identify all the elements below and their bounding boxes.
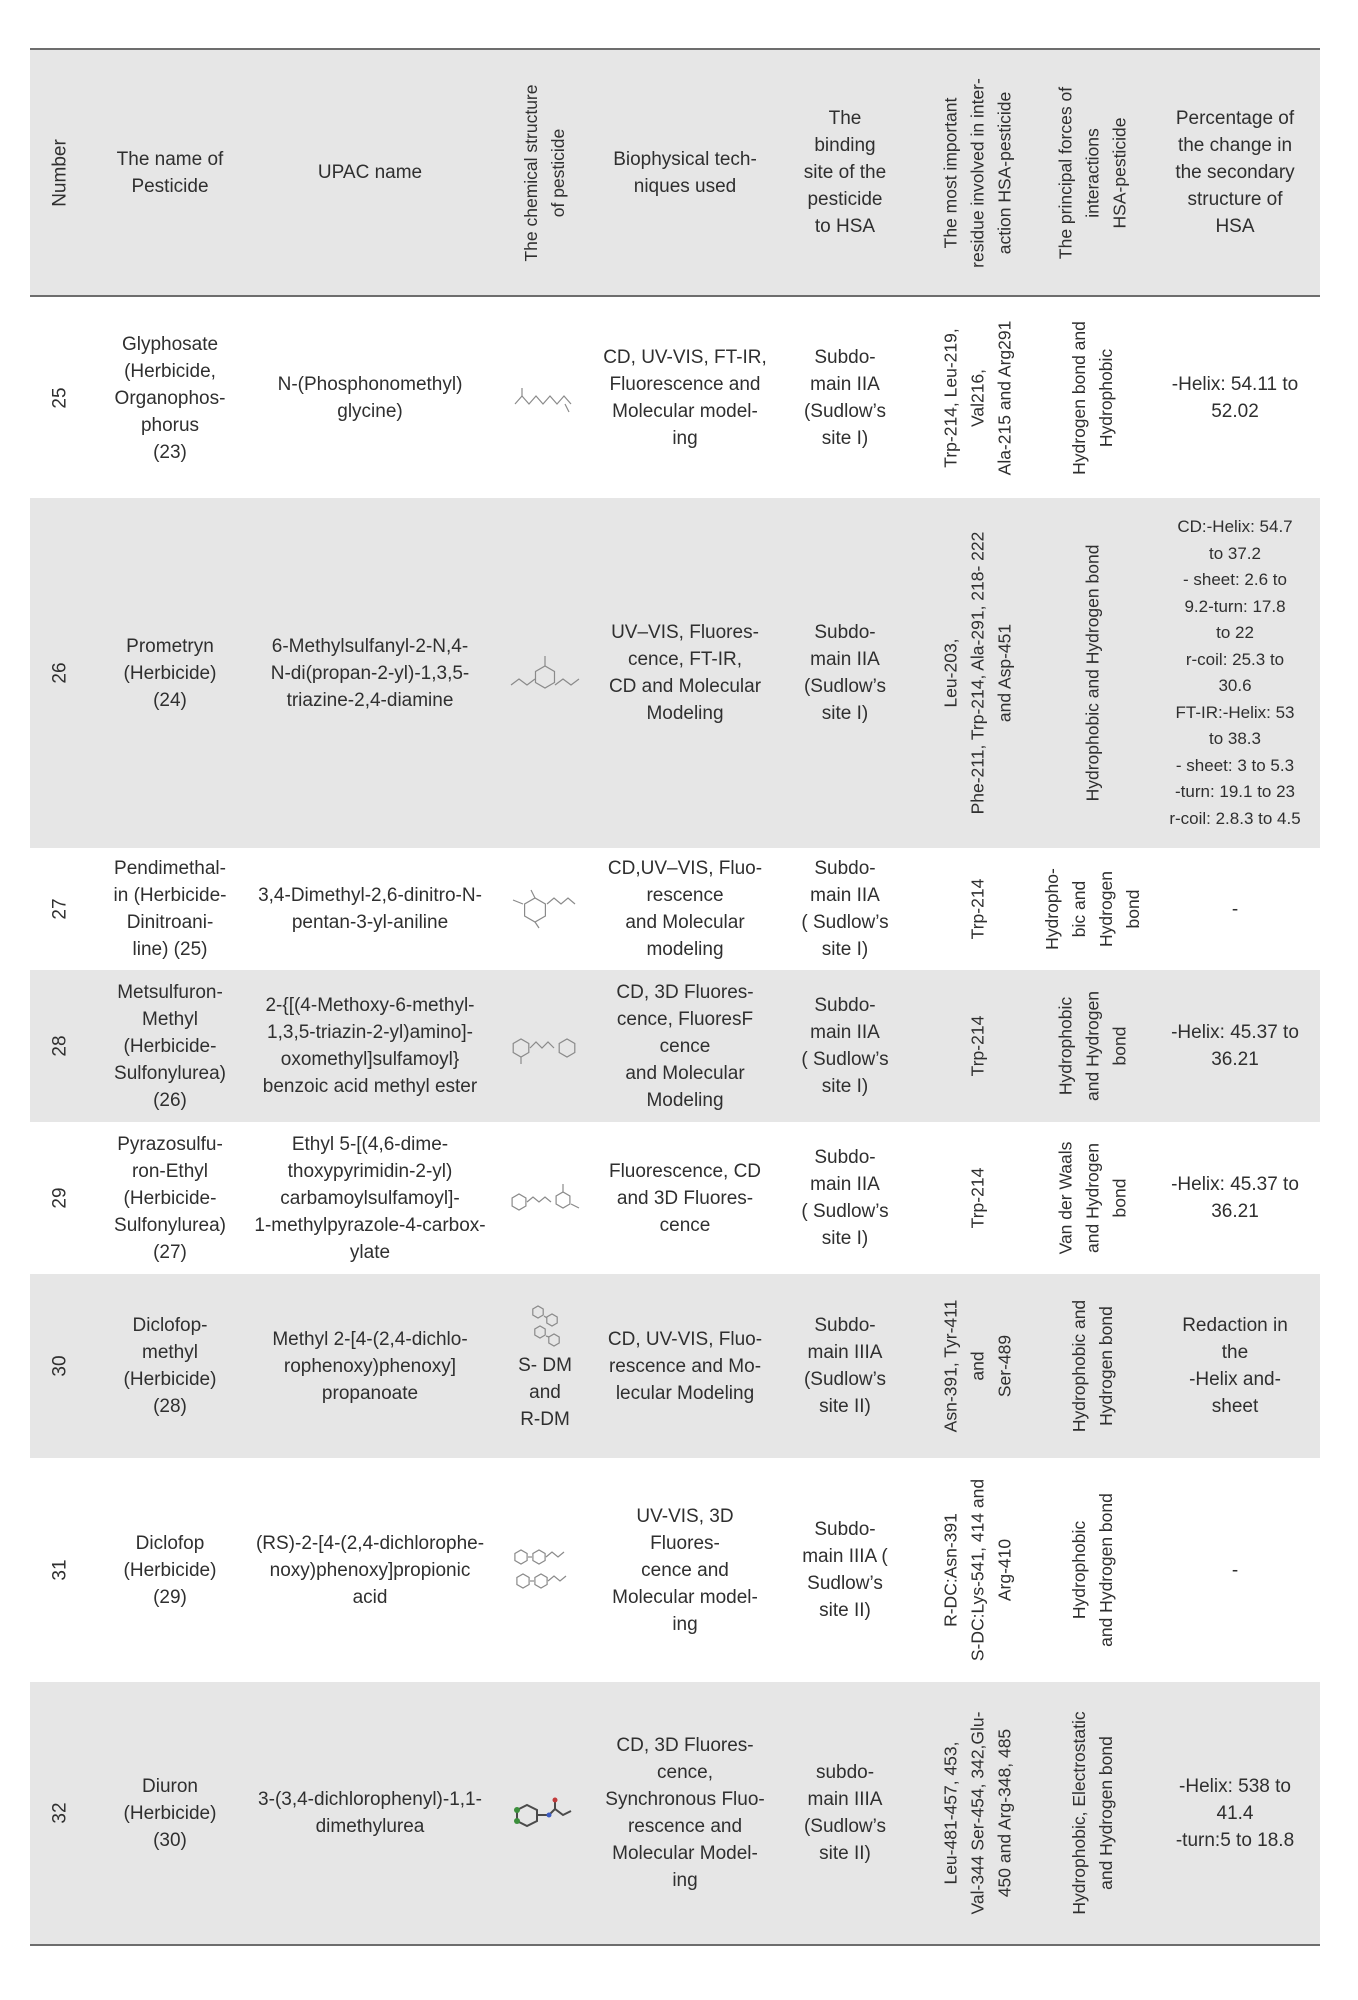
cell-forces-text: Hydrophobic and Hydrogen bond bbox=[1068, 1493, 1116, 1647]
diclofop-structure-icon bbox=[505, 1543, 585, 1597]
cell-upac-text: Methyl 2-[4-(2,4-dichlo- rophenoxy)phenoxy] propanoate bbox=[272, 1328, 468, 1404]
cell-binding-site-text: Subdo- main IIA (Sudlow’s site I) bbox=[803, 347, 887, 449]
cell-binding-site-text: Subdo- main IIA ( Sudlow’s site I) bbox=[801, 1147, 889, 1249]
cell-forces-text: Hydrophobic and Hydrogen bond bbox=[1068, 1299, 1116, 1433]
cell-name-text: Prometryn (Herbicide) (24) bbox=[123, 635, 217, 711]
cell-residue-text: Leu-481-457, 453, Val-344 Ser-454, 342,Glu- 450 and Arg-348, 485 bbox=[940, 1711, 1014, 1915]
cell-techniques-text: CD, 3D Fluores- cence, FluoresF cence and Molecular Modeling bbox=[616, 981, 754, 1111]
cell-upac bbox=[250, 1458, 490, 1682]
cell-techniques-text: UV–VIS, Fluores- cence, FT-IR, CD and Molecular Modeling bbox=[608, 622, 762, 724]
cell-techniques bbox=[600, 498, 770, 848]
cell-name-text: Diclofop- methyl (Herbicide) (28) bbox=[123, 1315, 217, 1417]
cell-upac bbox=[250, 848, 490, 970]
cell-name bbox=[90, 1274, 250, 1458]
cell-name bbox=[90, 1458, 250, 1682]
cell-binding-site bbox=[770, 1274, 920, 1458]
glyphosate-structure-icon bbox=[505, 376, 585, 420]
cell-techniques bbox=[600, 1122, 770, 1274]
pendimethalin-structure-icon bbox=[505, 886, 585, 932]
cell-percentage-text: CD:-Helix: 54.7 to 37.2 - sheet: 2.6 to 9.2-turn: 17.8 to 22 r-coil: 25.3 to 30.6 FT-IR:-Helix: 53 to 38.3 - sheet: 3 to 5.3 -turn: 19.1 to 23 r-coil: 2.8.3 to 4.5 bbox=[1169, 517, 1301, 828]
cell-number bbox=[30, 1458, 90, 1682]
cell-structure bbox=[490, 848, 600, 970]
structure-caption: S- DM and R-DM bbox=[518, 1354, 572, 1430]
cell-residue-text: Trp-214, Leu-219, Val216, Ala-215 and Arg291 bbox=[940, 320, 1014, 476]
metsulfuron-methyl-structure-icon bbox=[505, 1024, 585, 1068]
cell-upac bbox=[250, 1274, 490, 1458]
cell-percentage-text: -Helix: 45.37 to 36.21 bbox=[1171, 1174, 1299, 1222]
cell-percentage-text: - bbox=[1231, 898, 1239, 920]
cell-upac-text: N-(Phosphonomethyl) glycine) bbox=[277, 374, 463, 422]
cell-binding-site bbox=[770, 848, 920, 970]
cell-name-text: Glyphosate (Herbicide, Organophos- phorus (23) bbox=[114, 333, 226, 463]
header-upac-label: UPAC name bbox=[317, 162, 423, 183]
header-techniques-label: Biophysical tech- niques used bbox=[613, 148, 757, 197]
header-percentage bbox=[1150, 50, 1320, 295]
cell-percentage bbox=[1150, 1274, 1320, 1458]
pyrazosulfuron-ethyl-structure-icon bbox=[505, 1176, 585, 1220]
cell-number-text: 28 bbox=[49, 1035, 71, 1057]
cell-percentage bbox=[1150, 1458, 1320, 1682]
cell-name-text: Metsulfuron- Methyl (Herbicide- Sulfonylurea) (26) bbox=[114, 981, 226, 1111]
cell-name bbox=[90, 498, 250, 848]
header-number bbox=[30, 50, 90, 295]
cell-forces-text: Hydropho- bic and Hydrogen bond bbox=[1041, 868, 1143, 950]
cell-number bbox=[30, 298, 90, 498]
header-structure-label: The chemical structure of pesticide bbox=[521, 84, 568, 262]
cell-forces bbox=[1035, 1682, 1150, 1944]
cell-binding-site bbox=[770, 1682, 920, 1944]
cell-structure bbox=[490, 1122, 600, 1274]
cell-forces-text: Hydrophobic, Electrostatic and Hydrogen bond bbox=[1068, 1711, 1116, 1915]
cell-name-text: Diclofop (Herbicide) (29) bbox=[123, 1532, 217, 1608]
cell-binding-site-text: Subdo- main IIA ( Sudlow’s site I) bbox=[801, 858, 889, 960]
cell-name bbox=[90, 298, 250, 498]
cell-forces-text: Hydrophobic and Hydrogen bond bbox=[1055, 991, 1129, 1101]
cell-residue-text: Leu-203, Phe-211, Trp-214, Ala-291, 218- 222 and Asp-451 bbox=[940, 531, 1014, 815]
cell-techniques-text: Fluorescence, CD and 3D Fluores- cence bbox=[608, 1160, 762, 1236]
cell-residue-text: R-DC:Asn-391 S-DC:Lys-541, 414 and Arg-410 bbox=[940, 1478, 1014, 1662]
cell-techniques-text: CD,UV–VIS, Fluo- rescence and Molecular modeling bbox=[607, 858, 763, 960]
cell-residue bbox=[920, 970, 1035, 1122]
cell-upac-text: (RS)-2-[4-(2,4-dichlorophe- noxy)phenoxy]propionic acid bbox=[255, 1532, 485, 1608]
cell-residue-text: Trp-214 bbox=[967, 1015, 987, 1077]
header-binding-site-label: The binding site of the pesticide to HSA bbox=[803, 108, 887, 237]
cell-residue bbox=[920, 498, 1035, 848]
cell-number bbox=[30, 1274, 90, 1458]
header-rule bbox=[30, 295, 1320, 297]
cell-percentage bbox=[1150, 970, 1320, 1122]
cell-techniques bbox=[600, 1274, 770, 1458]
cell-binding-site-text: Subdo- main IIA ( Sudlow’s site I) bbox=[801, 995, 889, 1097]
cell-number-text: 25 bbox=[49, 387, 71, 409]
cell-number bbox=[30, 1122, 90, 1274]
cell-number-text: 32 bbox=[49, 1802, 71, 1824]
header-forces bbox=[1035, 50, 1150, 295]
cell-techniques-text: CD, UV-VIS, FT-IR, Fluorescence and Molecular model- ing bbox=[603, 347, 767, 449]
header-upac bbox=[250, 50, 490, 295]
cell-residue-text: Trp-214 bbox=[967, 1167, 987, 1229]
cell-number bbox=[30, 848, 90, 970]
cell-techniques-text: CD, UV-VIS, Fluo- rescence and Mo- lecular Modeling bbox=[607, 1328, 763, 1404]
cell-binding-site bbox=[770, 1122, 920, 1274]
cell-upac-text: 6-Methylsulfanyl-2-N,4- N-di(propan-2-yl)-1,3,5- triazine-2,4-diamine bbox=[270, 635, 470, 711]
cell-residue bbox=[920, 1458, 1035, 1682]
cell-binding-site-text: Subdo- main IIIA (Sudlow’s site II) bbox=[803, 1315, 887, 1417]
cell-forces bbox=[1035, 1122, 1150, 1274]
cell-number-text: 29 bbox=[49, 1187, 71, 1209]
cell-percentage bbox=[1150, 498, 1320, 848]
cell-forces bbox=[1035, 1458, 1150, 1682]
cell-percentage bbox=[1150, 298, 1320, 498]
cell-percentage-text: - bbox=[1231, 1559, 1239, 1581]
cell-number bbox=[30, 970, 90, 1122]
cell-techniques-text: UV-VIS, 3D Fluores- cence and Molecular model- ing bbox=[612, 1505, 758, 1635]
header-number-label: Number bbox=[49, 138, 71, 207]
cell-forces bbox=[1035, 298, 1150, 498]
cell-number-text: 31 bbox=[49, 1559, 71, 1581]
header-structure bbox=[490, 50, 600, 295]
header-percentage-label: Percentage of the change in the secondary structure of HSA bbox=[1175, 108, 1295, 237]
cell-name-text: Pyrazosulfu- ron-Ethyl (Herbicide- Sulfonylurea) (27) bbox=[114, 1133, 226, 1263]
cell-residue bbox=[920, 1274, 1035, 1458]
cell-residue bbox=[920, 848, 1035, 970]
cell-binding-site bbox=[770, 1458, 920, 1682]
bottom-rule bbox=[30, 1944, 1320, 1946]
cell-structure bbox=[490, 1682, 600, 1944]
diclofop-methyl-structure-icon bbox=[510, 1300, 580, 1352]
cell-structure bbox=[490, 298, 600, 498]
cell-name bbox=[90, 848, 250, 970]
cell-residue-text: Trp-214 bbox=[967, 878, 987, 940]
cell-forces bbox=[1035, 848, 1150, 970]
cell-structure bbox=[490, 970, 600, 1122]
cell-forces bbox=[1035, 970, 1150, 1122]
cell-name-text: Diuron (Herbicide) (30) bbox=[123, 1775, 217, 1851]
cell-name bbox=[90, 1122, 250, 1274]
header-forces-label: The principal forces of interactions HSA-pesticide bbox=[1055, 86, 1129, 259]
cell-number-text: 30 bbox=[49, 1355, 71, 1377]
cell-structure bbox=[490, 1274, 600, 1458]
header-techniques bbox=[600, 50, 770, 295]
cell-techniques bbox=[600, 1682, 770, 1944]
cell-structure bbox=[490, 1458, 600, 1682]
cell-techniques bbox=[600, 1458, 770, 1682]
cell-name bbox=[90, 1682, 250, 1944]
cell-techniques bbox=[600, 848, 770, 970]
header-residue-label: The most important residue involved in inter- action HSA-pesticide bbox=[940, 77, 1014, 268]
cell-residue bbox=[920, 1682, 1035, 1944]
cell-percentage bbox=[1150, 1122, 1320, 1274]
cell-forces-text: Van der Waals and Hydrogen bond bbox=[1055, 1141, 1129, 1255]
cell-name bbox=[90, 970, 250, 1122]
header-name-label: The name of Pesticide bbox=[116, 148, 224, 197]
cell-binding-site-text: subdo- main IIIA (Sudlow’s site II) bbox=[803, 1762, 887, 1864]
top-rule bbox=[30, 48, 1320, 50]
cell-number-text: 27 bbox=[49, 898, 71, 920]
cell-name-text: Pendimethal- in (Herbicide- Dinitroani- line) (25) bbox=[113, 858, 227, 960]
cell-upac bbox=[250, 970, 490, 1122]
cell-forces bbox=[1035, 498, 1150, 848]
cell-upac bbox=[250, 298, 490, 498]
cell-binding-site bbox=[770, 298, 920, 498]
cell-percentage-text: -Helix: 538 to 41.4 -turn:5 to 18.8 bbox=[1175, 1775, 1295, 1851]
cell-upac bbox=[250, 1122, 490, 1274]
cell-residue bbox=[920, 1122, 1035, 1274]
cell-number bbox=[30, 1682, 90, 1944]
cell-forces-text: Hydrogen bond and Hydrophobic bbox=[1068, 321, 1116, 475]
cell-forces bbox=[1035, 1274, 1150, 1458]
prometryn-structure-icon bbox=[505, 651, 585, 695]
header-name bbox=[90, 50, 250, 295]
cell-upac-text: Ethyl 5-[(4,6-dime- thoxypyrimidin-2-yl) carbamoylsulfamoyl]- 1-methylpyrazole-4-carbox- ylate bbox=[254, 1133, 486, 1263]
cell-techniques-text: CD, 3D Fluores- cence, Synchronous Fluo- rescence and Molecular Model- ing bbox=[605, 1735, 765, 1891]
cell-binding-site bbox=[770, 498, 920, 848]
header-residue bbox=[920, 50, 1035, 295]
cell-forces-text: Hydrophobic and Hydrogen bond bbox=[1082, 544, 1102, 802]
cell-upac-text: 3-(3,4-dichlorophenyl)-1,1- dimethylurea bbox=[258, 1789, 482, 1837]
cell-techniques bbox=[600, 298, 770, 498]
cell-percentage bbox=[1150, 1682, 1320, 1944]
cell-number-text: 26 bbox=[49, 662, 71, 684]
cell-percentage-text: Redaction in the -Helix and- sheet bbox=[1182, 1315, 1288, 1417]
diuron-structure-icon bbox=[505, 1791, 585, 1835]
cell-binding-site bbox=[770, 970, 920, 1122]
cell-upac bbox=[250, 1682, 490, 1944]
cell-upac-text: 2-{[(4-Methoxy-6-methyl- 1,3,5-triazin-2-yl)amino]- oxomethyl]sulfamoyl} benzoic acid methyl ester bbox=[262, 995, 478, 1097]
cell-percentage-text: -Helix: 54.11 to 52.02 bbox=[1171, 374, 1299, 422]
cell-percentage bbox=[1150, 848, 1320, 970]
cell-binding-site-text: Subdo- main IIA (Sudlow’s site I) bbox=[803, 622, 887, 724]
cell-upac-text: 3,4-Dimethyl-2,6-dinitro-N- pentan-3-yl-aniline bbox=[258, 885, 482, 933]
header-binding-site bbox=[770, 50, 920, 295]
cell-binding-site-text: Subdo- main IIIA ( Sudlow’s site II) bbox=[802, 1519, 888, 1621]
cell-residue bbox=[920, 298, 1035, 498]
cell-number bbox=[30, 498, 90, 848]
cell-techniques bbox=[600, 970, 770, 1122]
cell-structure bbox=[490, 498, 600, 848]
cell-percentage-text: -Helix: 45.37 to 36.21 bbox=[1171, 1022, 1299, 1070]
cell-upac bbox=[250, 498, 490, 848]
cell-residue-text: Asn-391, Tyr-411 and Ser-489 bbox=[940, 1299, 1014, 1433]
